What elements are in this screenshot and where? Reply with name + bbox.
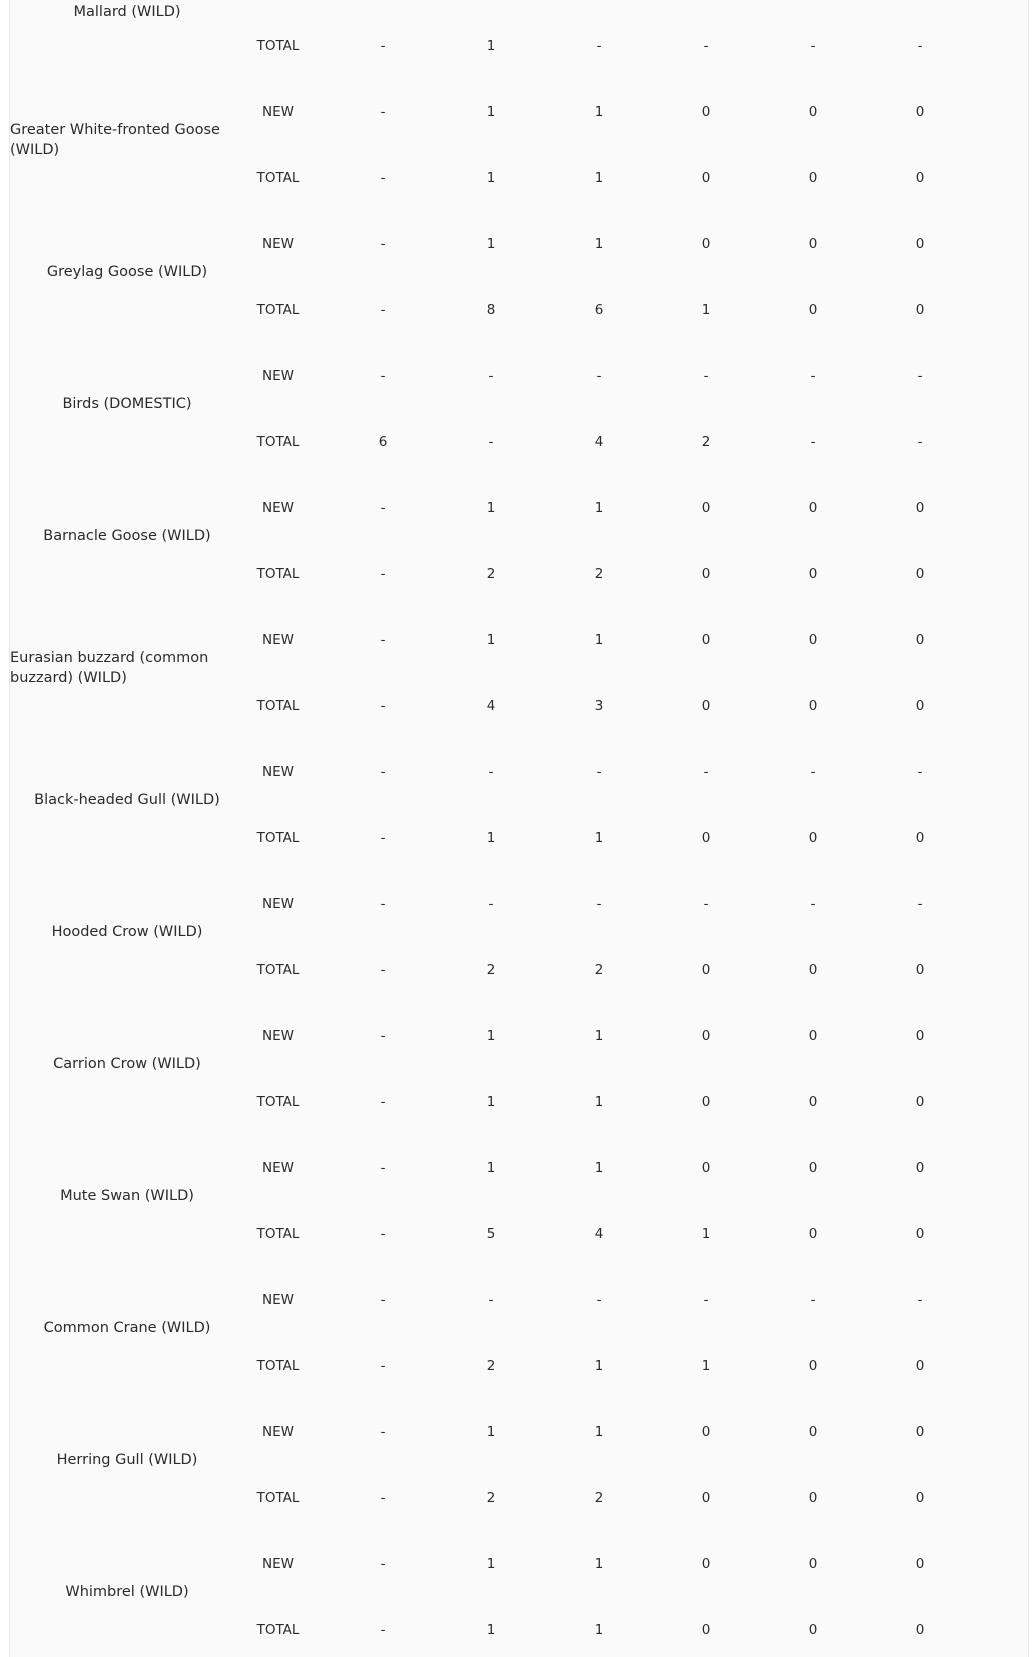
species-name: Mute Swan (WILD) xyxy=(60,1188,194,1204)
value-cell: 0 xyxy=(808,1622,818,1638)
value-cell: - xyxy=(810,1292,816,1308)
value-cell: - xyxy=(380,632,386,648)
value-cell: 0 xyxy=(701,632,711,648)
row-type-label: TOTAL xyxy=(256,38,300,54)
row-type-label: TOTAL xyxy=(256,566,300,582)
value-cell: 0 xyxy=(808,302,818,318)
value-cell: 0 xyxy=(701,170,711,186)
value-cell: 0 xyxy=(915,1424,925,1440)
value-cell: 1 xyxy=(594,1424,604,1440)
value-cell: 0 xyxy=(808,1556,818,1572)
value-cell: 4 xyxy=(486,698,496,714)
value-cell: - xyxy=(596,38,602,54)
table-row xyxy=(10,1420,1028,1444)
value-cell: - xyxy=(380,1028,386,1044)
row-type-label: NEW xyxy=(262,764,294,780)
value-cell: 2 xyxy=(594,962,604,978)
value-cell: 0 xyxy=(808,170,818,186)
table-row xyxy=(10,298,1028,322)
species-name: Birds (DOMESTIC) xyxy=(62,396,192,412)
value-cell: - xyxy=(380,1226,386,1242)
value-cell: - xyxy=(488,434,494,450)
value-cell: - xyxy=(380,764,386,780)
row-type-label: NEW xyxy=(262,368,294,384)
table-row xyxy=(10,1354,1028,1378)
table-row xyxy=(10,34,1028,58)
row-type-label: TOTAL xyxy=(256,1490,300,1506)
value-cell: 0 xyxy=(808,1160,818,1176)
value-cell: 2 xyxy=(594,1490,604,1506)
value-cell: - xyxy=(596,1292,602,1308)
value-cell: 0 xyxy=(808,632,818,648)
row-type-label: NEW xyxy=(262,1556,294,1572)
value-cell: - xyxy=(917,38,923,54)
value-cell: - xyxy=(703,1292,709,1308)
value-cell: 0 xyxy=(808,830,818,846)
row-type-label: TOTAL xyxy=(256,1094,300,1110)
value-cell: 8 xyxy=(486,302,496,318)
value-cell: 0 xyxy=(701,962,711,978)
value-cell: 0 xyxy=(915,500,925,516)
row-type-label: TOTAL xyxy=(256,830,300,846)
table-row xyxy=(10,1024,1028,1048)
value-cell: - xyxy=(380,1424,386,1440)
table-row xyxy=(10,1222,1028,1246)
value-cell: 1 xyxy=(486,1094,496,1110)
value-cell: 0 xyxy=(915,830,925,846)
value-cell: 4 xyxy=(594,1226,604,1242)
value-cell: 0 xyxy=(915,1490,925,1506)
value-cell: 0 xyxy=(808,698,818,714)
value-cell: 1 xyxy=(486,1424,496,1440)
value-cell: 1 xyxy=(701,302,711,318)
row-type-label: TOTAL xyxy=(256,698,300,714)
table-row xyxy=(10,166,1028,190)
value-cell: 0 xyxy=(915,1622,925,1638)
value-cell: 0 xyxy=(915,236,925,252)
value-cell: 0 xyxy=(701,104,711,120)
value-cell: - xyxy=(810,38,816,54)
table-row xyxy=(10,496,1028,520)
value-cell: - xyxy=(380,896,386,912)
row-type-label: NEW xyxy=(262,1160,294,1176)
value-cell: 0 xyxy=(808,1424,818,1440)
row-type-label: TOTAL xyxy=(256,1358,300,1374)
value-cell: - xyxy=(488,368,494,384)
value-cell: - xyxy=(380,170,386,186)
value-cell: - xyxy=(380,368,386,384)
value-cell: 6 xyxy=(594,302,604,318)
value-cell: 0 xyxy=(808,236,818,252)
value-cell: 1 xyxy=(486,1622,496,1638)
row-type-label: NEW xyxy=(262,1292,294,1308)
table-row xyxy=(10,1552,1028,1576)
row-type-label: TOTAL xyxy=(256,1622,300,1638)
value-cell: - xyxy=(380,962,386,978)
value-cell: 1 xyxy=(594,1160,604,1176)
table-row xyxy=(10,1090,1028,1114)
value-cell: 1 xyxy=(486,170,496,186)
value-cell: 0 xyxy=(915,170,925,186)
value-cell: - xyxy=(380,38,386,54)
row-type-label: NEW xyxy=(262,632,294,648)
value-cell: 0 xyxy=(701,500,711,516)
value-cell: - xyxy=(810,434,816,450)
value-cell: 0 xyxy=(808,1226,818,1242)
value-cell: 1 xyxy=(486,1028,496,1044)
table-row xyxy=(10,958,1028,982)
value-cell: 6 xyxy=(378,434,388,450)
row-type-label: NEW xyxy=(262,1028,294,1044)
value-cell: - xyxy=(380,1094,386,1110)
table-row xyxy=(10,1486,1028,1510)
value-cell: 1 xyxy=(486,236,496,252)
table-row xyxy=(10,892,1028,916)
outbreak-table xyxy=(9,0,1029,1657)
value-cell: 0 xyxy=(808,104,818,120)
value-cell: 1 xyxy=(594,236,604,252)
value-cell: 1 xyxy=(486,632,496,648)
row-type-label: NEW xyxy=(262,1424,294,1440)
value-cell: - xyxy=(380,1490,386,1506)
value-cell: 1 xyxy=(486,1556,496,1572)
row-type-label: TOTAL xyxy=(256,302,300,318)
value-cell: 1 xyxy=(486,104,496,120)
value-cell: 0 xyxy=(915,302,925,318)
table-row xyxy=(10,100,1028,124)
row-type-label: TOTAL xyxy=(256,1226,300,1242)
row-type-label: TOTAL xyxy=(256,434,300,450)
value-cell: - xyxy=(380,1160,386,1176)
value-cell: - xyxy=(380,830,386,846)
value-cell: 1 xyxy=(594,1358,604,1374)
value-cell: 1 xyxy=(594,1028,604,1044)
value-cell: 0 xyxy=(701,830,711,846)
value-cell: - xyxy=(703,38,709,54)
value-cell: - xyxy=(810,764,816,780)
value-cell: 1 xyxy=(594,1556,604,1572)
value-cell: 0 xyxy=(808,1490,818,1506)
value-cell: 0 xyxy=(701,1622,711,1638)
value-cell: - xyxy=(380,1622,386,1638)
table-row xyxy=(10,1618,1028,1642)
value-cell: 1 xyxy=(594,170,604,186)
row-type-label: NEW xyxy=(262,236,294,252)
value-cell: - xyxy=(380,104,386,120)
value-cell: 1 xyxy=(486,1160,496,1176)
value-cell: 2 xyxy=(486,566,496,582)
value-cell: - xyxy=(917,764,923,780)
row-type-label: NEW xyxy=(262,896,294,912)
value-cell: - xyxy=(380,1556,386,1572)
species-name: Whimbrel (WILD) xyxy=(65,1584,189,1600)
value-cell: 1 xyxy=(486,830,496,846)
row-type-label: TOTAL xyxy=(256,962,300,978)
value-cell: 1 xyxy=(594,1622,604,1638)
value-cell: 0 xyxy=(808,962,818,978)
value-cell: - xyxy=(810,896,816,912)
row-type-label: NEW xyxy=(262,104,294,120)
value-cell: - xyxy=(488,1292,494,1308)
value-cell: 1 xyxy=(701,1358,711,1374)
value-cell: 0 xyxy=(701,1556,711,1572)
table-row xyxy=(10,694,1028,718)
value-cell: 0 xyxy=(808,1358,818,1374)
value-cell: - xyxy=(703,896,709,912)
species-name: Black-headed Gull (WILD) xyxy=(34,792,220,808)
value-cell: - xyxy=(917,434,923,450)
value-cell: 0 xyxy=(701,1160,711,1176)
value-cell: - xyxy=(380,236,386,252)
value-cell: 0 xyxy=(915,698,925,714)
species-name: Greater White-fronted Goose (WILD) xyxy=(10,122,220,158)
table-row xyxy=(10,1288,1028,1312)
value-cell: 0 xyxy=(915,104,925,120)
value-cell: - xyxy=(703,368,709,384)
value-cell: - xyxy=(596,896,602,912)
value-cell: - xyxy=(380,1358,386,1374)
table-row xyxy=(10,430,1028,454)
value-cell: 2 xyxy=(701,434,711,450)
value-cell: 2 xyxy=(594,566,604,582)
value-cell: - xyxy=(596,368,602,384)
value-cell: - xyxy=(380,500,386,516)
value-cell: 0 xyxy=(808,1094,818,1110)
value-cell: - xyxy=(917,896,923,912)
species-name: Greylag Goose (WILD) xyxy=(46,264,208,280)
value-cell: - xyxy=(380,566,386,582)
value-cell: 5 xyxy=(486,1226,496,1242)
value-cell: 1 xyxy=(701,1226,711,1242)
value-cell: 2 xyxy=(486,1358,496,1374)
value-cell: 1 xyxy=(594,830,604,846)
value-cell: 0 xyxy=(808,566,818,582)
value-cell: 0 xyxy=(915,1094,925,1110)
value-cell: - xyxy=(703,764,709,780)
row-type-label: TOTAL xyxy=(256,170,300,186)
value-cell: 1 xyxy=(594,104,604,120)
value-cell: 1 xyxy=(594,632,604,648)
value-cell: 0 xyxy=(701,1028,711,1044)
value-cell: 1 xyxy=(594,1094,604,1110)
value-cell: 3 xyxy=(594,698,604,714)
value-cell: 0 xyxy=(701,566,711,582)
value-cell: 2 xyxy=(486,1490,496,1506)
value-cell: 0 xyxy=(701,698,711,714)
value-cell: 0 xyxy=(915,1160,925,1176)
value-cell: 1 xyxy=(594,500,604,516)
value-cell: 2 xyxy=(486,962,496,978)
value-cell: - xyxy=(917,1292,923,1308)
value-cell: - xyxy=(810,368,816,384)
value-cell: 4 xyxy=(594,434,604,450)
table-row xyxy=(10,628,1028,652)
value-cell: 0 xyxy=(701,1490,711,1506)
value-cell: - xyxy=(380,1292,386,1308)
value-cell: - xyxy=(917,368,923,384)
species-name: Herring Gull (WILD) xyxy=(56,1452,198,1468)
value-cell: 0 xyxy=(915,1358,925,1374)
row-type-label: NEW xyxy=(262,500,294,516)
value-cell: 1 xyxy=(486,500,496,516)
species-name: Carrion Crow (WILD) xyxy=(53,1056,201,1072)
value-cell: - xyxy=(380,698,386,714)
value-cell: 0 xyxy=(915,1226,925,1242)
value-cell: 1 xyxy=(486,38,496,54)
value-cell: 0 xyxy=(701,236,711,252)
value-cell: 0 xyxy=(915,962,925,978)
value-cell: - xyxy=(380,302,386,318)
value-cell: 0 xyxy=(915,1556,925,1572)
species-name: Barnacle Goose (WILD) xyxy=(43,528,211,544)
value-cell: 0 xyxy=(915,632,925,648)
value-cell: - xyxy=(488,764,494,780)
table-row xyxy=(10,562,1028,586)
table-row xyxy=(10,232,1028,256)
table-row xyxy=(10,1156,1028,1180)
table-row xyxy=(10,760,1028,784)
value-cell: 0 xyxy=(701,1094,711,1110)
value-cell: 0 xyxy=(915,1028,925,1044)
value-cell: - xyxy=(596,764,602,780)
table-row xyxy=(10,826,1028,850)
value-cell: 0 xyxy=(808,1028,818,1044)
table-row xyxy=(10,364,1028,388)
value-cell: 0 xyxy=(915,566,925,582)
species-name: Hooded Crow (WILD) xyxy=(51,924,203,940)
value-cell: - xyxy=(488,896,494,912)
species-name: Common Crane (WILD) xyxy=(43,1320,211,1336)
value-cell: 0 xyxy=(808,500,818,516)
species-name: Mallard (WILD) xyxy=(73,4,181,20)
value-cell: 0 xyxy=(701,1424,711,1440)
species-name: Eurasian buzzard (common buzzard) (WILD) xyxy=(10,650,209,686)
